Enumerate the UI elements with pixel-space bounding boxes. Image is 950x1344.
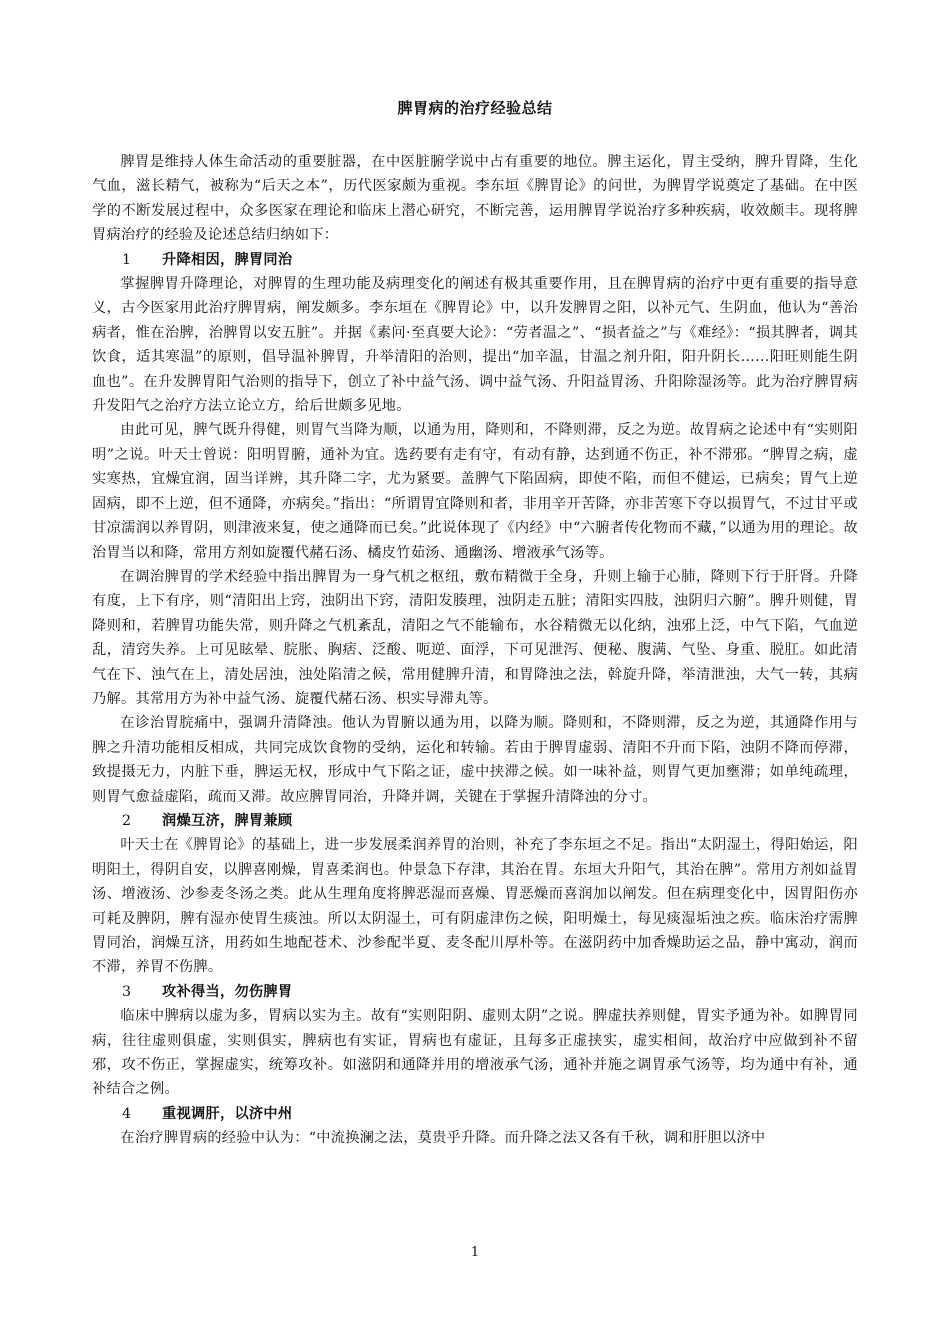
paragraph: 在治疗脾胃病的经验中认为：“中流换澜之法，莫贵乎升降。而升降之法又各有千秋，调和肝胆以济中 <box>120 1130 766 1147</box>
paragraph: 临床中脾病以虚为多，胃病以实为主。故有“实则阳阴、虚则太阴”之说。脾虚扶养则健，胃实予通为补。如脾胃同病，往往虚则俱虚，实则俱实，脾病也有实证，胃病也有虚证，且每多正虚挟实，虚实相间，故治疗中应做到补不留邪，攻不伤正，掌握虚实，统筹攻补。如滋阴和通降并用的增液承气汤，通补并施之调胃承气汤等，均为通中有补，通补结合之例。 <box>92 1008 858 1098</box>
section-number: 2 <box>122 812 132 829</box>
paragraph: 掌握脾胃升降理论，对脾胃的生理功能及病理变化的阐述有极其重要作用，且在脾胃病的治疗中更有重要的指导意义，古今医家用此治疗脾胃病，阐发颇多。李东垣在《脾胃论》中，以升发脾胃之阳，以补元气、生阴血，他认为“善治病者，惟在治脾，治脾胃以安五脏”。并据《素问·至真要大论》：“劳者温之”、“损者益之”与《难经》：“损其脾者，调其饮食，适其寒温”的原则，倡导温补脾胃，升举清阳的治则，提出“加辛温，甘温之剂升阳，阳升阴长……阳旺则能生阴血也”。在升发脾胃阳气治则的指导下，创立了补中益气汤、调中益气汤、升阳益胃汤、升阳除湿汤等。此为治疗脾胃病升发阳气之治疗方法立论立方，给后世颇多见地。 <box>92 276 858 415</box>
section-title: 升降相因，脾胃同治 <box>162 251 293 268</box>
section-title: 重视调肝，以济中州 <box>162 1105 293 1122</box>
section-heading-4 <box>92 1102 858 1126</box>
section-number: 3 <box>122 983 132 1000</box>
paragraph: 由此可见，脾气既升得健，则胃气当降为顺，以通为用，降则和，不降则滞，反之为逆。故胃病之论述中有“实则阳明”之说。叶天士曾说：阳明胃腑，通补为宜。选药要有走有守，有动有静，达到通不伤正，补不滞邪。“脾胃之病，虚实寒热，宜燥宜润，固当详辨，其升降二字，尤为紧要。盖脾气下陷固病，即使不陷，而但不健运，已病矣；胃气上逆固病，即不上逆，但不通降，亦病矣。”指出：“所谓胃宜降则和者，非用辛开苦降，亦非苦寒下夺以损胃气，不过甘平或甘凉濡润以养胃阴，则津液来复，使之通降而已矣。”此说体现了《内经》中“六腑者传化物而不藏，”以通为用的理论。故治胃当以和降，常用方剂如旋覆代赭石汤、橘皮竹茹汤、通幽汤、增液承气汤等。 <box>92 422 859 561</box>
section-number: 4 <box>122 1105 132 1122</box>
intro-paragraph: 脾胃是维持人体生命活动的重要脏器，在中医脏腑学说中占有重要的地位。脾主运化，胃主受纳，脾升胃降，生化气血，滋长精气，被称为“后天之本”，历代医家颇为重视。李东垣《脾胃论》的问世，为脾胃学说奠定了基础。在中医学的不断发展过程中，众多医家在理论和临床上潜心研究，不断完善，运用脾胃学说治疗多种疾病，收效颇丰。现将脾胃病治疗的经验及论述总结归纳如下： <box>92 154 858 244</box>
paragraph: 叶天士在《脾胃论》的基础上，进一步发展柔润养胃的治则，补充了李东垣之不足。指出“太阴湿土，得阳始运，阳明阳土，得阴自安，以脾喜刚燥，胃喜柔润也。仲景急下存津，其治在胃。东垣大升阳气，其治在脾”。常用方剂如益胃汤、增液汤、沙参麦冬汤之类。此从生理角度将脾恶湿而喜燥、胃恶燥而喜润加以阐发。但在病理变化中，因胃阳伤亦可耗及脾阴，脾有湿亦使胃生痰浊。所以太阴湿土，可有阴虚津伤之候，阳明燥土，每见痰湿垢浊之疾。临床治疗需脾胃同治，润燥互济，用药如生地配苍术、沙参配半夏、麦冬配川厚朴等。在滋阴药中加香燥助运之品，静中寓动，润而不滞，养胃不伤脾。 <box>92 837 858 976</box>
section-heading-1 <box>92 248 858 272</box>
paragraph: 在调治脾胃的学术经验中指出脾胃为一身气机之枢纽，敷布精微于全身，升则上输于心肺，降则下行于肝肾。升降有度，上下有序，则“清阳出上窍，浊阴出下窍，清阳发腠理，浊阴走五脏；清阳实四肢，浊阴归六腑”。脾升则健，胃降则和，若脾胃功能失常，则升降之气机紊乱，清阳之气不能输布，水谷精微无以化纳，浊邪上泛，中气下陷，气血逆乱，清窍失养。上可见眩晕、脘胀、胸痞、泛酸、呃逆、面浮，下可见泄泻、便秘、腹满、气坠、身重、脱肛。如此清气在下、浊气在上，清处居浊，浊处陷清之候，常用健脾升清，和胃降浊之法，斡旋升降，举清泄浊，大气一转，其病乃解。其常用方为补中益气汤、旋覆代赭石汤、枳实导滞丸等。 <box>92 568 858 707</box>
page-number: 1 <box>470 1245 480 1260</box>
section-heading-3 <box>92 980 858 1004</box>
section-heading-2 <box>92 809 858 833</box>
document-title: 脾胃病的治疗经验总结 <box>397 99 553 117</box>
section-number: 1 <box>122 251 132 268</box>
section-title: 攻补得当，勿伤脾胃 <box>162 983 293 1000</box>
paragraph: 在诊治胃脘痛中，强调升清降浊。他认为胃腑以通为用，以降为顺。降则和，不降则滞，反之为逆，其通降作用与脾之升清功能相反相成，共同完成饮食物的受纳，运化和转输。若由于脾胃虚弱、清阳不升而下陷，浊阴不降而停滞，致提摄无力，内脏下垂，脾运无权，形成中气下陷之证，虚中挟滞之候。如一味补益，则胃气更加壅滞；如单纯疏理，则胃气愈益虚陷，疏而又滞。故应脾胃同治，升降并调，关键在于掌握升清降浊的分寸。 <box>92 715 858 805</box>
document-body <box>92 150 858 1151</box>
section-title: 润燥互济，脾胃兼顾 <box>162 812 293 829</box>
